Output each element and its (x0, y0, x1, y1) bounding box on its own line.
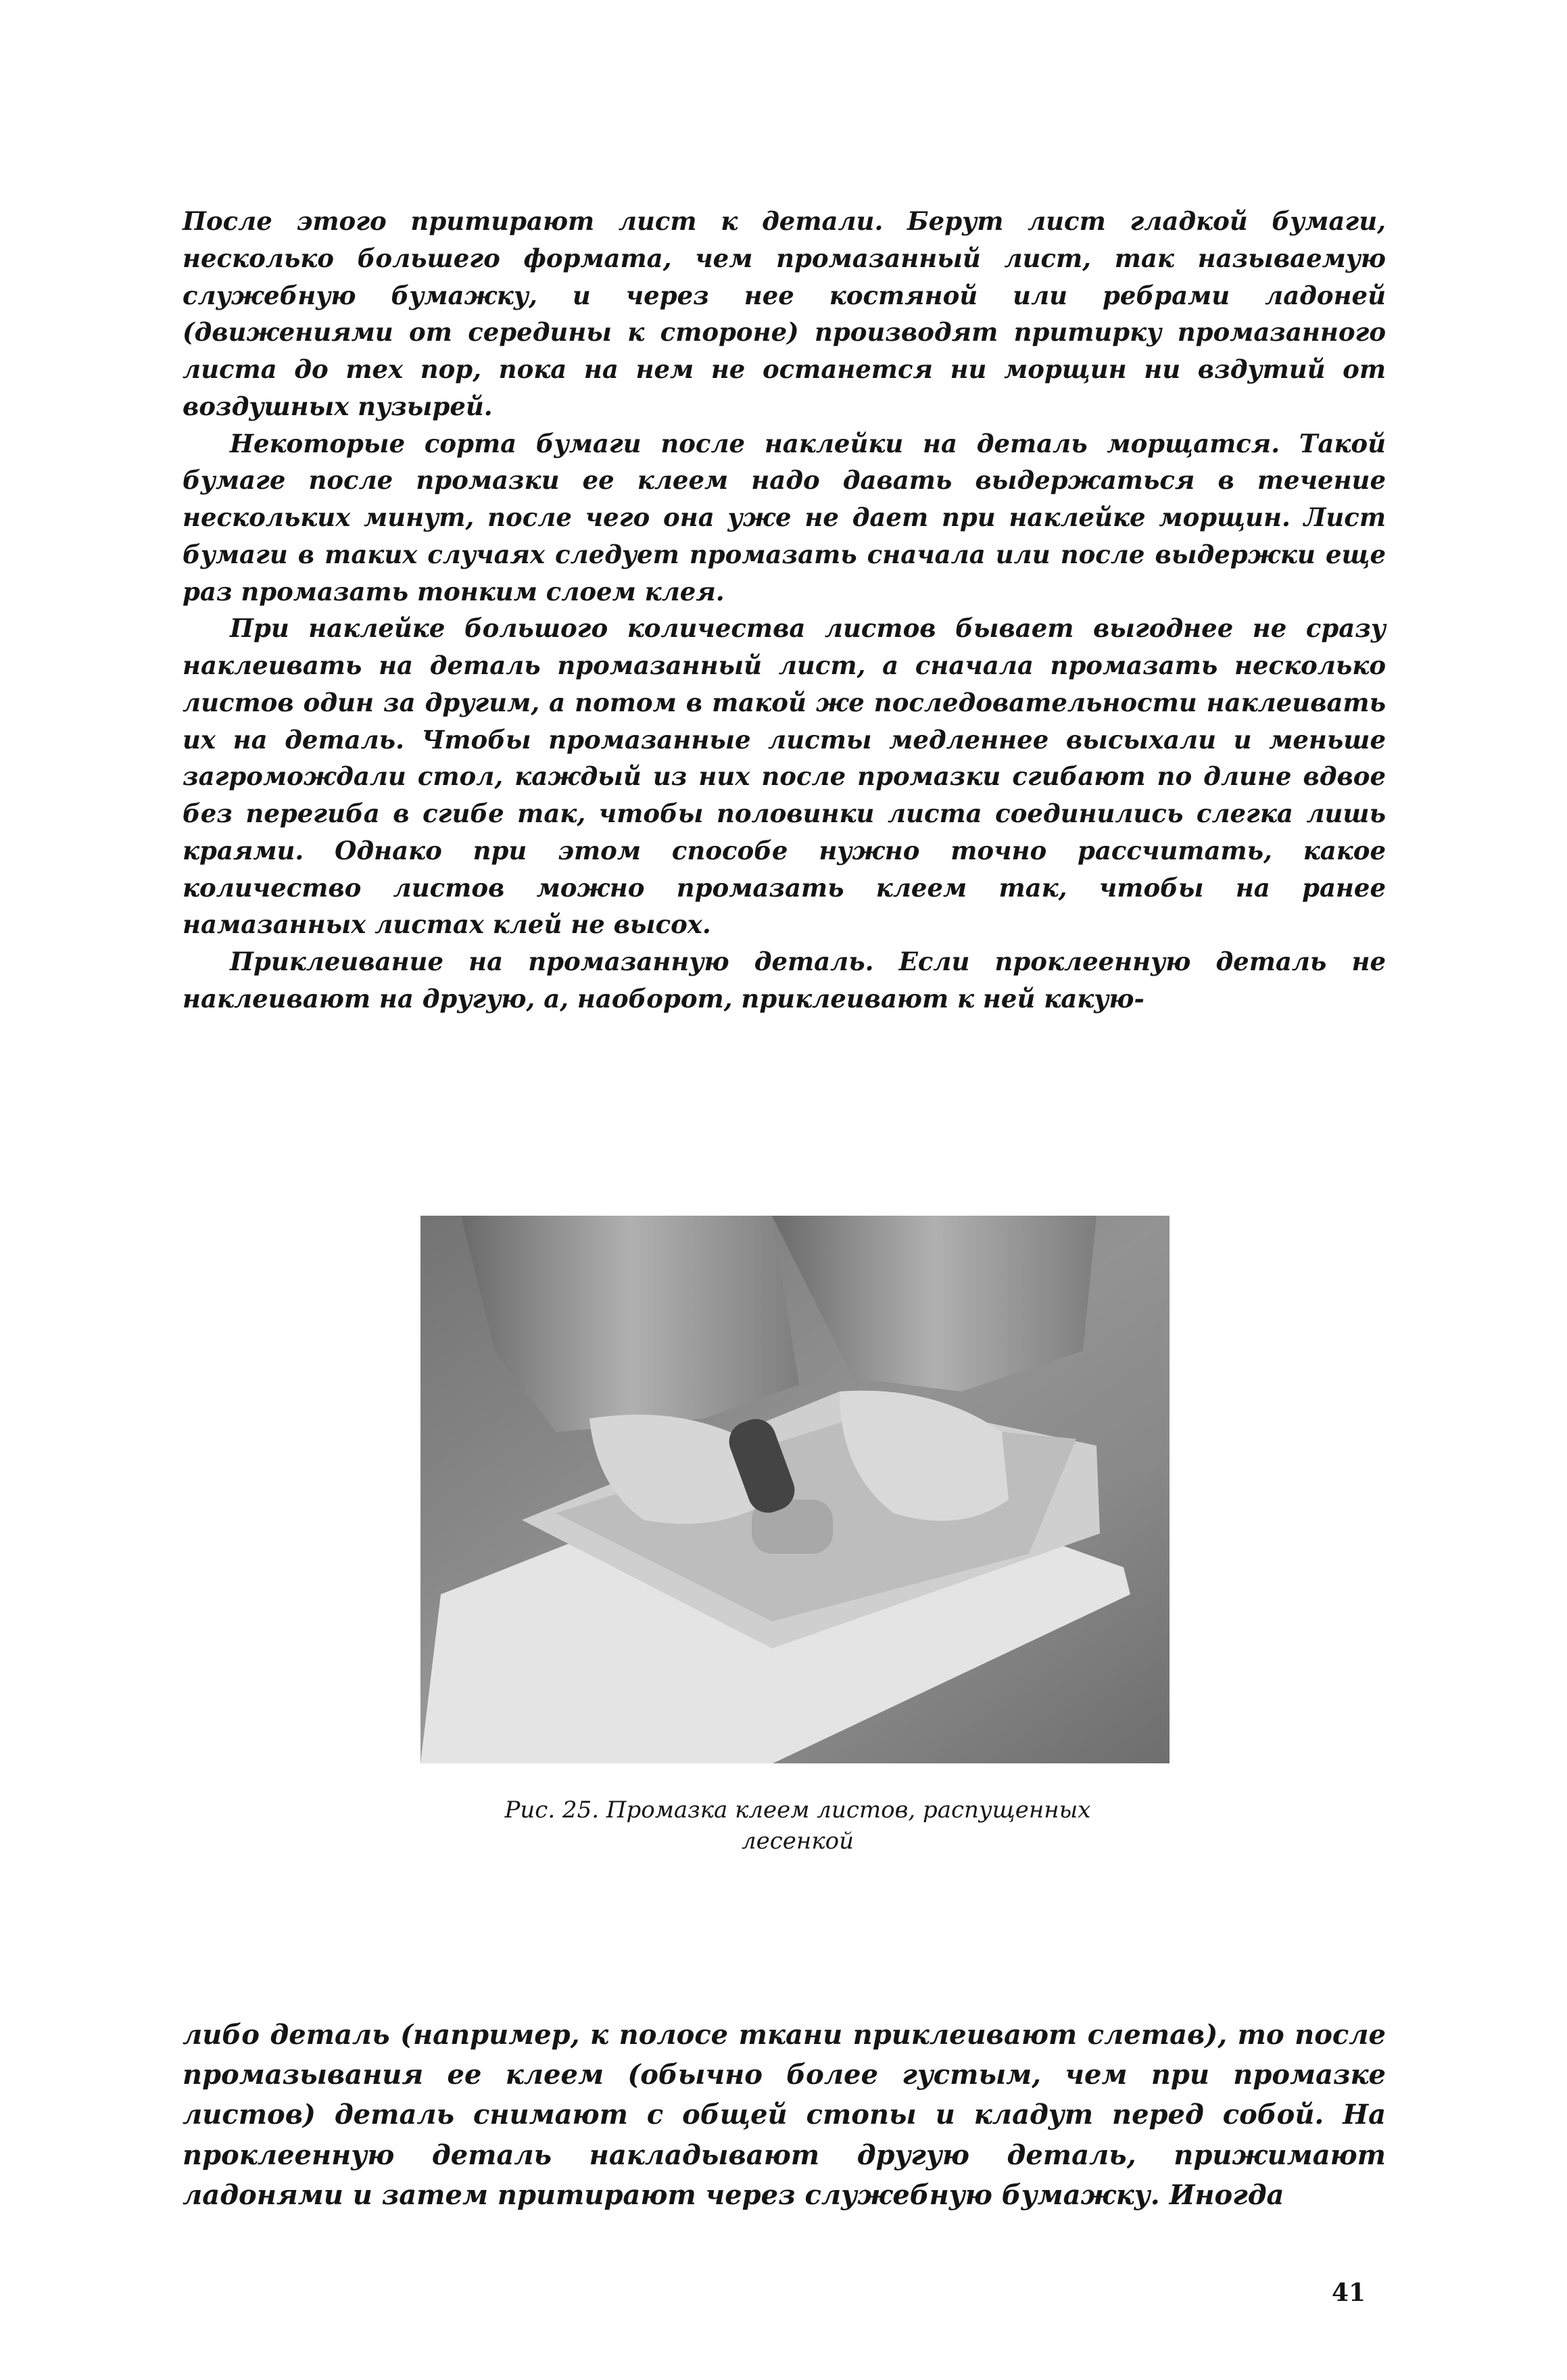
text-block-top (183, 203, 1386, 1018)
figure-caption (352, 1795, 1244, 1857)
caption-line: лесенкой (742, 1827, 854, 1855)
text-block-bottom (183, 2015, 1386, 2215)
hands-gluing-photo (420, 1216, 1170, 1763)
caption-line: Рис. 25. Промазка клеем листов, распущенных (504, 1796, 1091, 1824)
paragraph: Приклеивание на промазанную деталь. Если проклеенную деталь не наклеивают на другую, а, наоборот, приклеивают к ней какую- (183, 947, 1386, 1014)
paragraph: Некоторые сорта бумаги после наклейки на деталь морщатся. Такой бумаге после промазки ее клеем надо давать выдержаться в течение нескольких минут, после чего она уже не дает при наклейке морщин. Лист бумаги в таких случаях следует промазать сначала или после выдержки еще раз промазать тонким слоем клея. (183, 428, 1386, 606)
paragraph: либо деталь (например, к полосе ткани приклеивают слетав), то после промазывания ее клеем (обычно более густым, чем при промазке листов) деталь снимают с общей стопы и кладут перед собой. На проклеенную деталь накладывают другую деталь, прижимают ладонями и затем притирают через служебную бумажку. Иногда (183, 2019, 1386, 2211)
page-number: 41 (1332, 2279, 1366, 2307)
paragraph: При наклейке большого количества листов бывает выгоднее не сразу наклеивать на деталь промазанный лист, а сначала промазать несколько листов один за другим, а потом в такой же последовательности наклеивать их на деталь. Чтобы промазанные листы медленнее высыхали и меньше загромождали стол, каждый из них после промазки сгибают по длине вдвое без перегиба в сгибе так, чтобы половинки листа соединились слегка лишь краями. Однако при этом способе нужно точно рассчитать, какое количество листов можно промазать клеем так, чтобы на ранее намазанных листах клей не высох. (183, 613, 1386, 940)
paragraph: После этого притирают лист к детали. Берут лист гладкой бумаги, несколько большего формата, чем промазанный лист, так называемую служебную бумажку, и через нее костяной или ребрами ладоней (движениями от середины к стороне) производят притирку промазанного листа до тех пор, пока на нем не останется ни морщин ни вздутий от воздушных пузырей. (183, 206, 1386, 421)
figure-photo (420, 1216, 1170, 1763)
